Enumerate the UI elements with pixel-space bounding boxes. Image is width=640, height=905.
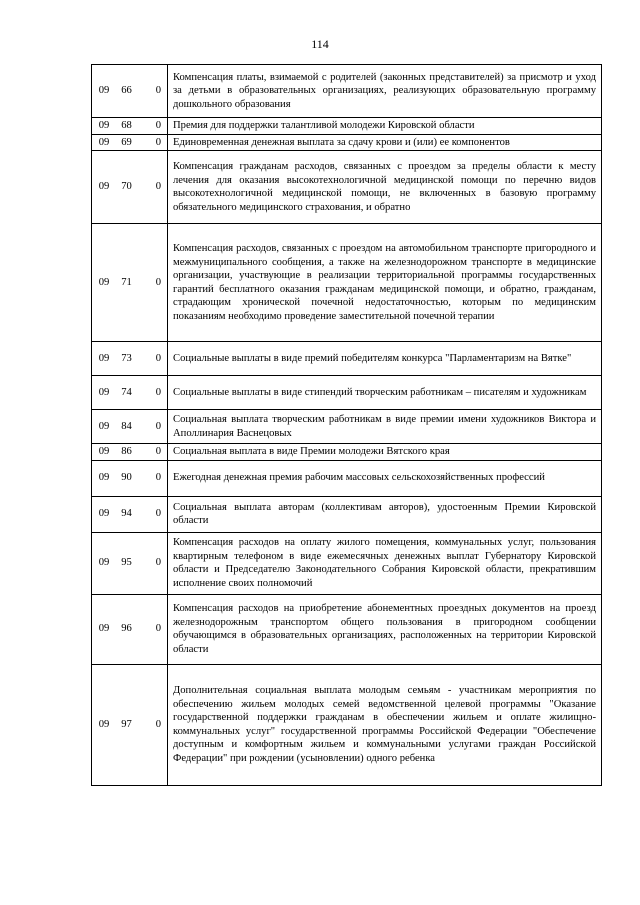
code-part-2: 84 — [116, 410, 137, 444]
code-part-3: 0 — [137, 224, 168, 342]
table-row — [92, 664, 602, 785]
table-row — [92, 151, 602, 224]
table-row — [92, 376, 602, 410]
row-description: Компенсация платы, взимаемой с родителей (законных представителей) за присмотр и уход за детьми в образовательных организациях, реализующих образовательную программу дошкольного образования — [168, 65, 602, 118]
table-row — [92, 410, 602, 444]
code-part-3: 0 — [137, 65, 168, 118]
code-part-2: 71 — [116, 224, 137, 342]
table-row — [92, 224, 602, 342]
table-row — [92, 65, 602, 118]
code-part-3: 0 — [137, 496, 168, 532]
code-part-1: 09 — [92, 376, 117, 410]
row-description: Социальные выплаты в виде премий победителям конкурса "Парламентаризм на Вятке" — [168, 342, 602, 376]
table-row — [92, 460, 602, 496]
code-part-2: 96 — [116, 594, 137, 664]
code-part-2: 69 — [116, 134, 137, 151]
code-part-1: 09 — [92, 342, 117, 376]
code-part-2: 97 — [116, 664, 137, 785]
code-part-3: 0 — [137, 342, 168, 376]
table-row — [92, 496, 602, 532]
code-part-1: 09 — [92, 65, 117, 118]
code-part-3: 0 — [137, 151, 168, 224]
code-part-2: 68 — [116, 118, 137, 135]
code-part-1: 09 — [92, 460, 117, 496]
row-description: Социальная выплата творческим работникам в виде премии имени художников Виктора и Аполлинария Васнецовых — [168, 410, 602, 444]
code-part-2: 86 — [116, 444, 137, 461]
code-part-3: 0 — [137, 664, 168, 785]
code-part-1: 09 — [92, 134, 117, 151]
code-part-1: 09 — [92, 224, 117, 342]
code-part-2: 74 — [116, 376, 137, 410]
row-description: Компенсация расходов, связанных с проездом на автомобильном транспорте пригородного и межмуниципального сообщения, а также на железнодорожном транспорте в медицинские организации, участвующие в реализации территориальной программы государственных гарантий бесплатного оказания гражданам медицинской помощи, и обратно, гражданам, страдающим хронической почечной недостаточностью, которым по медицинским показаниям необходимо проведение заместительной почечной терапии — [168, 224, 602, 342]
row-description: Социальная выплата в виде Премии молодежи Вятского края — [168, 444, 602, 461]
row-description: Премия для поддержки талантливой молодежи Кировской области — [168, 118, 602, 135]
row-description: Единовременная денежная выплата за сдачу крови и (или) ее компонентов — [168, 134, 602, 151]
row-description: Ежегодная денежная премия рабочим массовых сельскохозяйственных профессий — [168, 460, 602, 496]
table-row — [92, 532, 602, 594]
row-description: Дополнительная социальная выплата молодым семьям - участникам мероприятия по обеспечению жильем молодых семей ведомственной целевой программы "Оказание государственной поддержки гражданам в обеспечении жильем и оплате жилищно-коммунальных услуг" государственной программы Российской Федерации "Обеспечение доступным и комфортным жильем и коммунальными услугами граждан Российской Федерации" при рождении (усыновлении) одного ребенка — [168, 664, 602, 785]
code-part-1: 09 — [92, 594, 117, 664]
code-part-2: 95 — [116, 532, 137, 594]
table-row — [92, 134, 602, 151]
row-description: Компенсация расходов на приобретение абонементных проездных документов на проезд железнодорожным транспортом общего пользования в пригородном сообщении обучающимся в образовательных организациях, расположенных на территории Кировской области — [168, 594, 602, 664]
code-part-1: 09 — [92, 151, 117, 224]
code-part-3: 0 — [137, 444, 168, 461]
row-description: Социальные выплаты в виде стипендий творческим работникам – писателям и художникам — [168, 376, 602, 410]
code-part-3: 0 — [137, 410, 168, 444]
row-description: Компенсация расходов на оплату жилого помещения, коммунальных услуг, пользования квартирным телефоном в виде ежемесячных денежных выплат Губернатору Кировской области и Председателю Законодательного Собрания Кировской области, прекратившим исполнение своих полномочий — [168, 532, 602, 594]
row-description: Социальная выплата авторам (коллективам авторов), удостоенным Премии Кировской области — [168, 496, 602, 532]
code-part-3: 0 — [137, 532, 168, 594]
code-part-1: 09 — [92, 410, 117, 444]
code-table — [91, 64, 602, 786]
code-part-3: 0 — [137, 594, 168, 664]
table-row — [92, 342, 602, 376]
code-part-1: 09 — [92, 664, 117, 785]
code-part-2: 73 — [116, 342, 137, 376]
code-part-3: 0 — [137, 118, 168, 135]
page-number: 114 — [311, 37, 329, 51]
code-part-1: 09 — [92, 444, 117, 461]
code-part-1: 09 — [92, 118, 117, 135]
code-part-3: 0 — [137, 134, 168, 151]
row-description: Компенсация гражданам расходов, связанных с проездом за пределы области к месту лечения для оказания высокотехнологичной медицинской помощи по перечню видов высокотехнологичной медицинской помощи, не включенных в базовую программу обязательного медицинского страхования, и обратно — [168, 151, 602, 224]
table-row — [92, 444, 602, 461]
code-part-1: 09 — [92, 496, 117, 532]
code-part-2: 70 — [116, 151, 137, 224]
code-part-1: 09 — [92, 532, 117, 594]
code-part-2: 66 — [116, 65, 137, 118]
table-row — [92, 118, 602, 135]
code-part-3: 0 — [137, 460, 168, 496]
code-part-3: 0 — [137, 376, 168, 410]
code-part-2: 94 — [116, 496, 137, 532]
code-part-2: 90 — [116, 460, 137, 496]
table-row — [92, 594, 602, 664]
